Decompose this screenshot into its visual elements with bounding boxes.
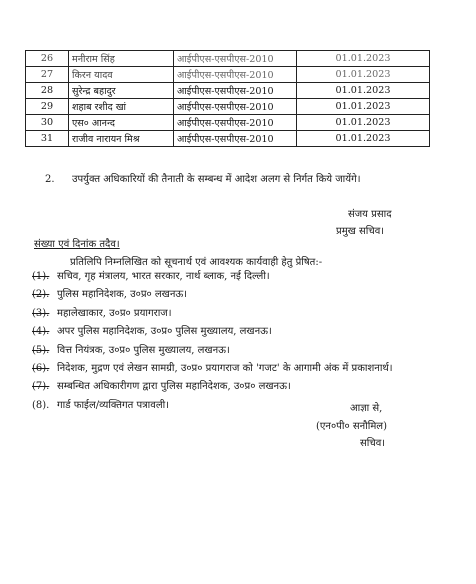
date-cell: 01.01.2023 — [297, 67, 430, 83]
copy-intro: प्रतिलिपि निम्नलिखित को सूचनार्थ एवं आवश्यक कार्यवाही हेतु प्रेषित:- — [70, 257, 323, 268]
table-row — [26, 83, 430, 99]
service-batch-cell: आईपीएस-एसपीएस-2010 — [174, 99, 297, 115]
list-item — [32, 342, 393, 360]
serial-number-cell: 30 — [26, 115, 69, 131]
serial-number-cell: 28 — [26, 83, 69, 99]
list-item — [32, 360, 393, 378]
signatory-designation: सचिव। — [360, 438, 386, 449]
officer-name-cell: मनीराम सिंह — [69, 51, 174, 67]
paragraph-2 — [45, 171, 361, 185]
by-order-text: आज्ञा से, — [350, 403, 383, 414]
signatory-designation: प्रमुख सचिव। — [336, 226, 385, 237]
list-item-number: (1). — [32, 271, 50, 282]
paragraph-text: उपर्युक्त अधिकारियों की तैनाती के सम्बन्ध में आदेश अलग से निर्गत किये जायेंगे। — [72, 174, 361, 185]
copy-list — [32, 268, 393, 415]
table-row — [26, 131, 430, 147]
date-cell: 01.01.2023 — [297, 99, 430, 115]
paragraph-number: 2. — [45, 174, 55, 185]
table-row — [26, 51, 430, 67]
list-item-text: सम्बन्धित अधिकारीगण द्वारा पुलिस महानिदेशक, उ०प्र० लखनऊ। — [57, 381, 291, 393]
signature-block-2 — [316, 400, 387, 453]
list-item — [32, 378, 393, 396]
date-cell: 01.01.2023 — [297, 115, 430, 131]
table-row — [26, 99, 430, 115]
table-row — [26, 67, 430, 83]
list-item — [32, 286, 393, 304]
list-item-text: सचिव, गृह मंत्रालय, भारत सरकार, नार्थ ब्लाक, नई दिल्ली। — [57, 271, 270, 282]
serial-number-cell: 31 — [26, 131, 69, 147]
officer-name-cell: शहाब रशीद खां — [69, 99, 174, 115]
list-item-number: (2). — [32, 289, 50, 301]
service-batch-cell: आईपीएस-एसपीएस-2010 — [174, 67, 297, 83]
list-item-text: अपर पुलिस महानिदेशक, उ०प्र० पुलिस मुख्यालय, लखनऊ। — [57, 326, 272, 338]
list-item-number: (8). — [32, 399, 50, 411]
list-item-number: (7). — [32, 381, 50, 393]
service-batch-cell: आईपीएस-एसपीएस-2010 — [174, 115, 297, 131]
officer-name-cell: किरन यादव — [69, 67, 174, 83]
list-item-text: पुलिस महानिदेशक, उ०प्र० लखनऊ। — [57, 289, 188, 301]
date-cell: 01.01.2023 — [297, 131, 430, 147]
list-item-number: (6). — [32, 362, 50, 374]
officer-name-cell: एस० आनन्द — [69, 115, 174, 131]
list-item-number: (4). — [32, 326, 50, 338]
officer-name-cell: राजीव नारायन मिश्र — [69, 131, 174, 147]
service-batch-cell: आईपीएस-एसपीएस-2010 — [174, 83, 297, 99]
service-batch-cell: आईपीएस-एसपीएस-2010 — [174, 51, 297, 67]
list-item-text: गार्ड फाईल/व्यक्तिगत पत्रावली। — [57, 399, 169, 411]
officer-name-cell: सुरेन्द्र बहादुर — [69, 83, 174, 99]
list-item — [32, 323, 393, 341]
list-item-number: (3). — [32, 307, 50, 319]
signatory-name: संजय प्रसाद — [348, 209, 392, 220]
signatory-name: (एन०पी० सनौमिल) — [316, 420, 387, 432]
list-item-text: वित्त नियंत्रक, उ०प्र० पुलिस मुख्यालय, लखनऊ। — [57, 344, 230, 356]
serial-number-cell: 29 — [26, 99, 69, 115]
list-item — [32, 305, 393, 323]
list-item — [32, 268, 393, 286]
date-cell: 01.01.2023 — [297, 83, 430, 99]
service-batch-cell: आईपीएस-एसपीएस-2010 — [174, 131, 297, 147]
serial-number-cell: 26 — [26, 51, 69, 67]
reference-line: संख्या एवं दिनांक तदैव। — [34, 239, 120, 250]
signature-block-1 — [336, 206, 392, 240]
list-item-text: निदेशक, मुद्रण एवं लेखन सामग्री, उ०प्र० प्रयागराज को 'गजट' के आगामी अंक में प्रकाशनार्थ। — [57, 362, 393, 374]
list-item-text: महालेखाकार, उ०प्र० प्रयागराज। — [57, 307, 172, 319]
serial-number-cell: 27 — [26, 67, 69, 83]
officers-table — [25, 50, 430, 147]
date-cell: 01.01.2023 — [297, 51, 430, 67]
table-row — [26, 115, 430, 131]
list-item-number: (5). — [32, 344, 50, 356]
